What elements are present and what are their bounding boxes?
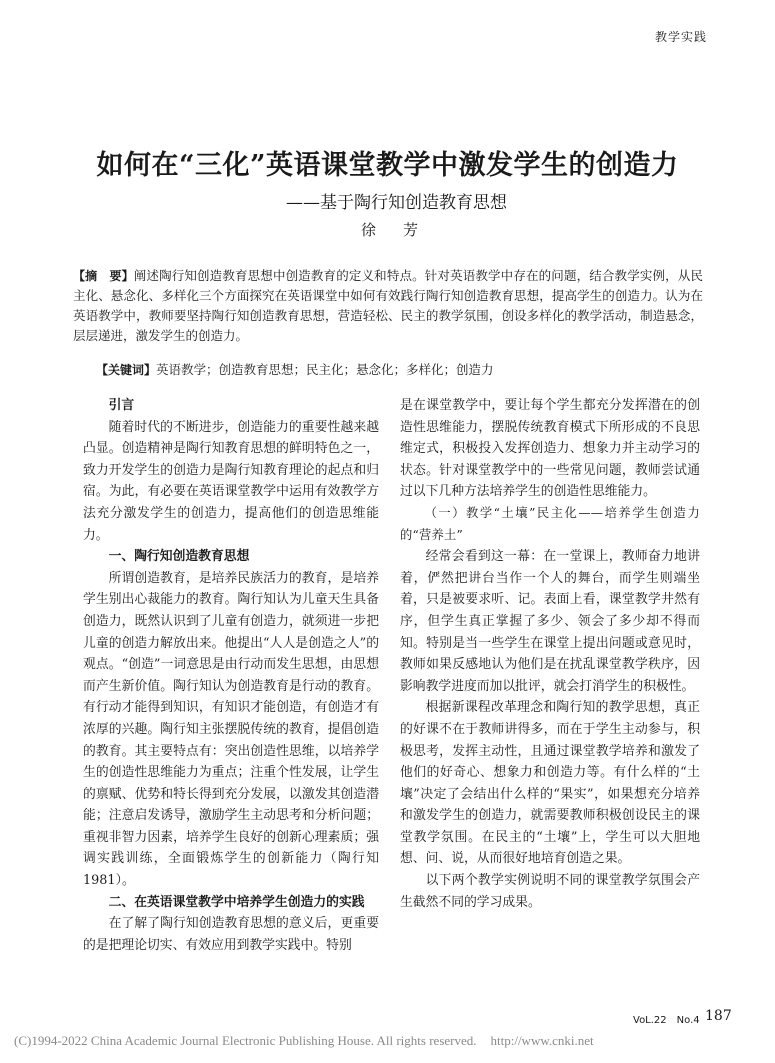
volume-issue: VoL.22 No.4 [633,1015,700,1026]
abstract-text: 阐述陶行知创造教育思想中创造教育的定义和特点。针对英语教学中存在的问题，结合教学实例，从民主化、悬念化、多样化三个方面探究在英语课堂中如何有效践行陶行知创造教育思想，提高学生的创造力。认为在英语教学中，教师要坚持陶行知创造教育思想，营造轻松、民主的教学氛围，创设多样化的教学活动，制造悬念，层层递进，激发学生的创造力。 [73,268,703,343]
intro-heading: 引言 [108,398,135,413]
running-head: 教学实践 [654,30,707,44]
intro-paragraph: 随着时代的不断进步，创造能力的重要性越来越凸显。创造精神是陶行知教育思想的鲜明特色之一，致力开发学生的创造力是陶行知教育理论的起点和归宿。为此，有必要在英语课堂教学中运用有效教学方法充分激发学生的创造力，提高他们的创造思维能力。 [83,419,379,543]
article-subtitle: ——基于陶行知创造教育思想 [286,193,507,213]
subsection-1-heading: （一）教学“土壤”民主化——培养学生创造力的“营养土” [400,505,700,542]
right-column [400,395,700,913]
author-name: 徐 芳 [360,221,424,239]
cnki-link[interactable]: http://www.cnki.net [490,1033,594,1048]
subsection-1-paragraph-2: 根据新课程改革理念和陶行知的教学思想，真正的好课不在于教师讲得多，而在于学生主动参与，积极思考，发挥主动性，且通过课堂教学培养和激发了他们的好奇心、想象力和创造力等。有什么样的“土壤”决定了会结出什么样的“果实”，如果想充分培养和激发学生的创造力，就需要教师积极创设民主的课堂教学氛围。在民主的“土壤”上，学生可以大胆地想、问、说，从而很好地培育创造之果。 [400,700,700,867]
keywords-text: 英语教学；创造教育思想；民主化；悬念化；多样化；创造力 [156,362,494,377]
abstract-label: 【摘 要】 [73,269,134,283]
subsection-1-paragraph-1: 经常会看到这一幕：在一堂课上，教师奋力地讲着，俨然把讲台当作一个人的舞台，而学生则端坐着，只是被要求听、记。表面上看，课堂教学井然有序，但学生真正掌握了多少、领会了多少却不得而知。特别是当一些学生在课堂上提出问题或意见时，教师如果反感地认为他们是在扰乱课堂教学秩序，因影响教学进度而加以批评，就会打消学生的积极性。 [400,549,700,694]
keywords [96,360,706,378]
subsection-1-paragraph-3: 以下两个教学实例说明不同的课堂教学氛围会产生截然不同的学习成果。 [400,873,700,910]
section-1-heading: 一、陶行知创造教育思想 [108,549,250,565]
left-column [83,395,392,956]
abstract [73,266,703,346]
section-2-heading: 二、在英语课堂教学中培养学生创造力的实践 [108,894,365,910]
continued-paragraph: 是在课堂教学中，要让每个学生都充分发挥潜在的创造性思维能力，摆脱传统教育模式下所形成的不良思维定式，积极投入发挥创造力、想象力并主动学习的状态。针对课堂教学中的一些常见问题，教师尝试通过以下几种方法培养学生的创造性思维能力。 [400,398,700,500]
page-number: 187 [705,1008,732,1024]
keywords-label: 【关键词】 [96,363,157,377]
copyright-notice [14,1033,594,1049]
copyright-text: (C)1994-2022 China Academic Journal Electronic Publishing House. All rights reserved. [14,1033,477,1048]
article-title: 如何在“三化”英语课堂教学中激发学生的创造力 [96,150,679,181]
section-1-paragraph: 所谓创造教育，是培养民族活力的教育，是培养学生别出心裁能力的教育。陶行知认为儿童天生具备创造力，既然认识到了儿童有创造力，就须进一步把儿童的创造力解放出来。他提出“人人是创造之人”的观点。“创造”一词意思是由行动而发生思想，由思想而产生新价值。陶行知认为创造教育是行动的教育。有行动才能得到知识，有知识才能创造，有创造才有浓厚的兴趣。陶行知主张摆脱传统的教育，提倡创造的教育。其主要特点有：突出创造性思维，以培养学生的创造性思维能力为重点；注重个性发展，让学生的禀赋、优势和特长得到充分发展，以激发其创造潜能；注意启发诱导，激励学生主动思考和分析问题；重视非智力因素，培养学生良好的创新心理素质；强调实践训练，全面锻炼学生的创新能力（陶行知 1981）。 [83,570,392,889]
section-2-paragraph: 在了解了陶行知创造教育思想的意义后，更重要的是把理论切实、有效应用到教学实践中。特别 [83,916,379,953]
